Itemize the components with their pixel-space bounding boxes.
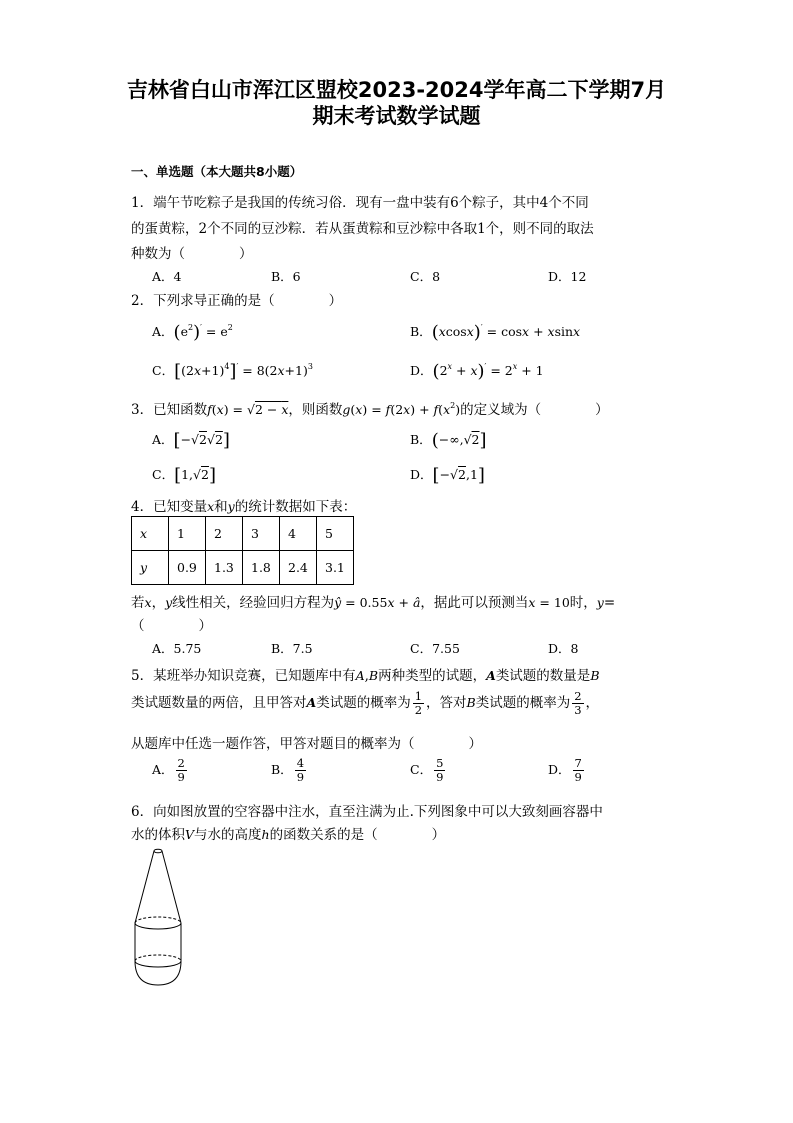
q3-option-b: B．(−∞,√2] xyxy=(410,430,487,451)
q1-line1: 1．端午节吃粽子是我国的传统习俗．现有一盘中装有6个粽子，其中4个不同 xyxy=(131,195,589,211)
q5-line1: 5．某班举办知识竞赛，已知题库中有A,B两种类型的试题，A类试题的数量是B xyxy=(131,668,600,684)
q6-line2: 水的体积V与水的高度h的函数关系的是（ ） xyxy=(131,827,446,843)
q4-option-c: C．7.55 xyxy=(410,641,460,656)
q4-blank: （ ） xyxy=(131,618,212,634)
q2-stem: 2．下列求导正确的是（ ） xyxy=(131,293,343,309)
table-header-cell: y xyxy=(132,551,169,585)
q2-option-d: D．$(2^x + x)' = 2^x + 1$ xyxy=(410,361,544,382)
table-cell: 4 xyxy=(280,517,317,551)
data-table xyxy=(131,516,354,585)
q5-line3: 从题库中任选一题作答，甲答对题目的概率为（ ） xyxy=(131,736,482,752)
q5-option-a: A． $\frac{2}{9}$ xyxy=(152,756,185,784)
q2-option-a: A．$(e^2)' = e^2$ xyxy=(152,322,233,343)
q1-option-c: C．8 xyxy=(410,269,441,284)
q3-stem: 3．已知函数f(x) = √2 − x，则函数$g(x) = f(2x) + f(x^2)$的定义域为（ ） xyxy=(131,401,609,418)
page-title-line1: 吉林省白山市浑江区盟校2023-2024学年高二下学期7月 xyxy=(126,78,667,102)
q1-option-d: D．12 xyxy=(548,269,587,284)
q6-line1: 6．向如图放置的空容器中注水，直至注满为止.下列图象中可以大致刻画容器中 xyxy=(131,804,603,820)
q5-option-d: D． $\frac{7}{9}$ xyxy=(548,756,582,784)
section-heading: 一、单选题（本大题共8小题） xyxy=(131,164,303,179)
table-cell: 1.3 xyxy=(206,551,243,585)
table-cell: 1.8 xyxy=(243,551,280,585)
table-header-cell: x xyxy=(132,517,169,551)
q4-option-b: B．7.5 xyxy=(271,641,313,656)
q3-option-d: D．[−√2,1] xyxy=(410,465,485,486)
table-cell: 0.9 xyxy=(169,551,206,585)
table-cell: 2.4 xyxy=(280,551,317,585)
q4-option-d: D．8 xyxy=(548,641,579,656)
q1-option-b: B．6 xyxy=(271,269,301,284)
q3-option-a: A．[−√2√2] xyxy=(152,430,230,451)
container-figure xyxy=(128,843,188,991)
q4-stem: 4．已知变量x和y的统计数据如下表： xyxy=(131,499,357,515)
q5-option-b: B． $\frac{4}{9}$ xyxy=(271,756,305,784)
page-title-line2: 期末考试数学试题 xyxy=(312,104,481,128)
table-cell: 3 xyxy=(243,517,280,551)
q5-line2: 类试题数量的两倍，且甲答对A类试题的概率为 $\frac{1}{2}$ ，答对B类试题的概率为 $\frac{2}{3}$ ， xyxy=(131,689,600,717)
table-cell: 5 xyxy=(317,517,354,551)
q1-option-a: A．4 xyxy=(152,269,182,284)
table-cell: 2 xyxy=(206,517,243,551)
q5-option-c: C． $\frac{5}{9}$ xyxy=(410,756,444,784)
table-row xyxy=(132,517,354,551)
table-cell: 1 xyxy=(169,517,206,551)
q4-condition: 若x，y线性相关，经验回归方程为ŷ = 0.55x + â，据此可以预测当x = 10时，y= xyxy=(131,595,616,611)
table-cell: 3.1 xyxy=(317,551,354,585)
q1-line3: 种数为（ ） xyxy=(131,246,253,262)
q2-option-c: C．$[(2x+1)^4]' = 8(2x+1)^3$ xyxy=(152,361,313,382)
q3-option-c: C．[1,√2] xyxy=(152,465,216,486)
table-row xyxy=(132,551,354,585)
q1-line2: 的蛋黄粽，2个不同的豆沙粽．若从蛋黄粽和豆沙粽中各取1个，则不同的取法 xyxy=(131,221,594,237)
q2-option-b: B．(xcosx)′ = cosx + xsinx xyxy=(410,322,581,343)
q4-option-a: A．5.75 xyxy=(152,641,202,656)
